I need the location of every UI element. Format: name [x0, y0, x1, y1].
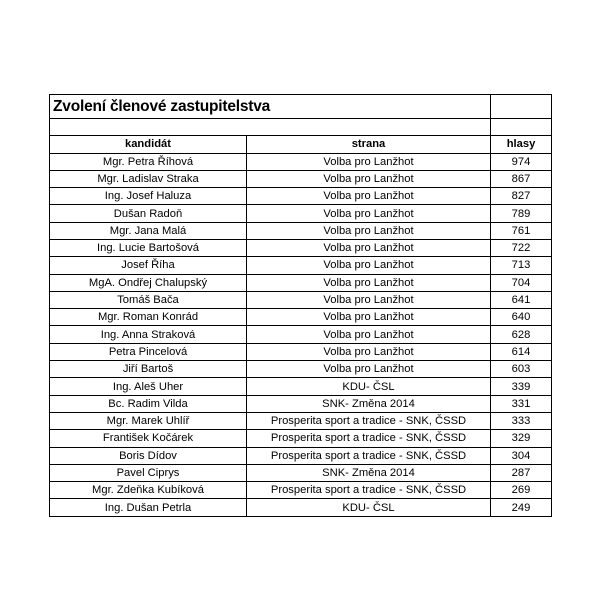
cell-party: Prosperita sport a tradice - SNK, ČSSD — [247, 430, 491, 447]
title-empty-cell — [491, 95, 552, 119]
header-row — [50, 136, 552, 154]
cell-party: Volba pro Lanžhot — [247, 205, 491, 222]
cell-votes: 333 — [491, 412, 552, 429]
table-row — [50, 222, 552, 239]
blank-cell — [50, 119, 491, 136]
cell-candidate: František Kočárek — [50, 430, 247, 447]
cell-candidate: Petra Pincelová — [50, 343, 247, 360]
cell-party: Volba pro Lanžhot — [247, 326, 491, 343]
cell-candidate: MgA. Ondřej Chalupský — [50, 274, 247, 291]
table-row — [50, 205, 552, 222]
table-row — [50, 447, 552, 464]
cell-party: SNK- Změna 2014 — [247, 464, 491, 481]
cell-candidate: Bc. Radim Vilda — [50, 395, 247, 412]
cell-party: Prosperita sport a tradice - SNK, ČSSD — [247, 482, 491, 499]
cell-votes: 304 — [491, 447, 552, 464]
cell-candidate: Mgr. Jana Malá — [50, 222, 247, 239]
cell-candidate: Mgr. Marek Uhlíř — [50, 412, 247, 429]
cell-votes: 339 — [491, 378, 552, 395]
table-row — [50, 499, 552, 516]
cell-candidate: Ing. Dušan Petrla — [50, 499, 247, 516]
title-row — [50, 95, 552, 119]
table-row — [50, 291, 552, 308]
cell-votes: 628 — [491, 326, 552, 343]
cell-party: Volba pro Lanžhot — [247, 291, 491, 308]
table-row — [50, 188, 552, 205]
column-header-votes: hlasy — [491, 136, 552, 154]
cell-candidate: Ing. Aleš Uher — [50, 378, 247, 395]
table-row — [50, 343, 552, 360]
cell-votes: 614 — [491, 343, 552, 360]
column-header-candidate: kandidát — [50, 136, 247, 154]
results-table-body — [50, 95, 552, 517]
table-row — [50, 361, 552, 378]
table-row — [50, 326, 552, 343]
table-row — [50, 395, 552, 412]
cell-party: Volba pro Lanžhot — [247, 153, 491, 170]
table-row — [50, 257, 552, 274]
cell-votes: 329 — [491, 430, 552, 447]
cell-candidate: Boris Dídov — [50, 447, 247, 464]
table-row — [50, 170, 552, 187]
cell-party: Volba pro Lanžhot — [247, 170, 491, 187]
cell-candidate: Mgr. Roman Konrád — [50, 309, 247, 326]
cell-candidate: Tomáš Bača — [50, 291, 247, 308]
table-row — [50, 430, 552, 447]
table-row — [50, 482, 552, 499]
cell-votes: 249 — [491, 499, 552, 516]
table-row — [50, 153, 552, 170]
cell-votes: 722 — [491, 239, 552, 256]
cell-party: KDU- ČSL — [247, 499, 491, 516]
cell-votes: 827 — [491, 188, 552, 205]
cell-votes: 641 — [491, 291, 552, 308]
cell-party: SNK- Změna 2014 — [247, 395, 491, 412]
cell-votes: 761 — [491, 222, 552, 239]
cell-candidate: Dušan Radoň — [50, 205, 247, 222]
cell-party: Volba pro Lanžhot — [247, 361, 491, 378]
cell-candidate: Ing. Anna Straková — [50, 326, 247, 343]
cell-party: Volba pro Lanžhot — [247, 343, 491, 360]
cell-votes: 287 — [491, 464, 552, 481]
cell-candidate: Ing. Lucie Bartošová — [50, 239, 247, 256]
blank-row — [50, 119, 552, 136]
cell-candidate: Mgr. Ladislav Straka — [50, 170, 247, 187]
column-header-party: strana — [247, 136, 491, 154]
cell-votes: 867 — [491, 170, 552, 187]
cell-party: KDU- ČSL — [247, 378, 491, 395]
cell-candidate: Jiří Bartoš — [50, 361, 247, 378]
cell-votes: 603 — [491, 361, 552, 378]
cell-party: Volba pro Lanžhot — [247, 239, 491, 256]
table-row — [50, 378, 552, 395]
cell-votes: 713 — [491, 257, 552, 274]
cell-party: Prosperita sport a tradice - SNK, ČSSD — [247, 412, 491, 429]
cell-party: Volba pro Lanžhot — [247, 222, 491, 239]
cell-votes: 704 — [491, 274, 552, 291]
cell-candidate: Mgr. Zdeňka Kubíková — [50, 482, 247, 499]
cell-party: Volba pro Lanžhot — [247, 257, 491, 274]
cell-party: Volba pro Lanžhot — [247, 188, 491, 205]
table-title: Zvolení členové zastupitelstva — [50, 95, 491, 119]
table-row — [50, 239, 552, 256]
cell-party: Prosperita sport a tradice - SNK, ČSSD — [247, 447, 491, 464]
table-row — [50, 464, 552, 481]
cell-candidate: Pavel Ciprys — [50, 464, 247, 481]
cell-candidate: Ing. Josef Haluza — [50, 188, 247, 205]
cell-votes: 640 — [491, 309, 552, 326]
cell-candidate: Josef Říha — [50, 257, 247, 274]
cell-votes: 269 — [491, 482, 552, 499]
table-row — [50, 274, 552, 291]
table-row — [50, 309, 552, 326]
cell-party: Volba pro Lanžhot — [247, 309, 491, 326]
cell-votes: 331 — [491, 395, 552, 412]
cell-party: Volba pro Lanžhot — [247, 274, 491, 291]
table-row — [50, 412, 552, 429]
cell-votes: 974 — [491, 153, 552, 170]
cell-candidate: Mgr. Petra Říhová — [50, 153, 247, 170]
cell-votes: 789 — [491, 205, 552, 222]
results-table — [49, 94, 552, 517]
blank-cell — [491, 119, 552, 136]
